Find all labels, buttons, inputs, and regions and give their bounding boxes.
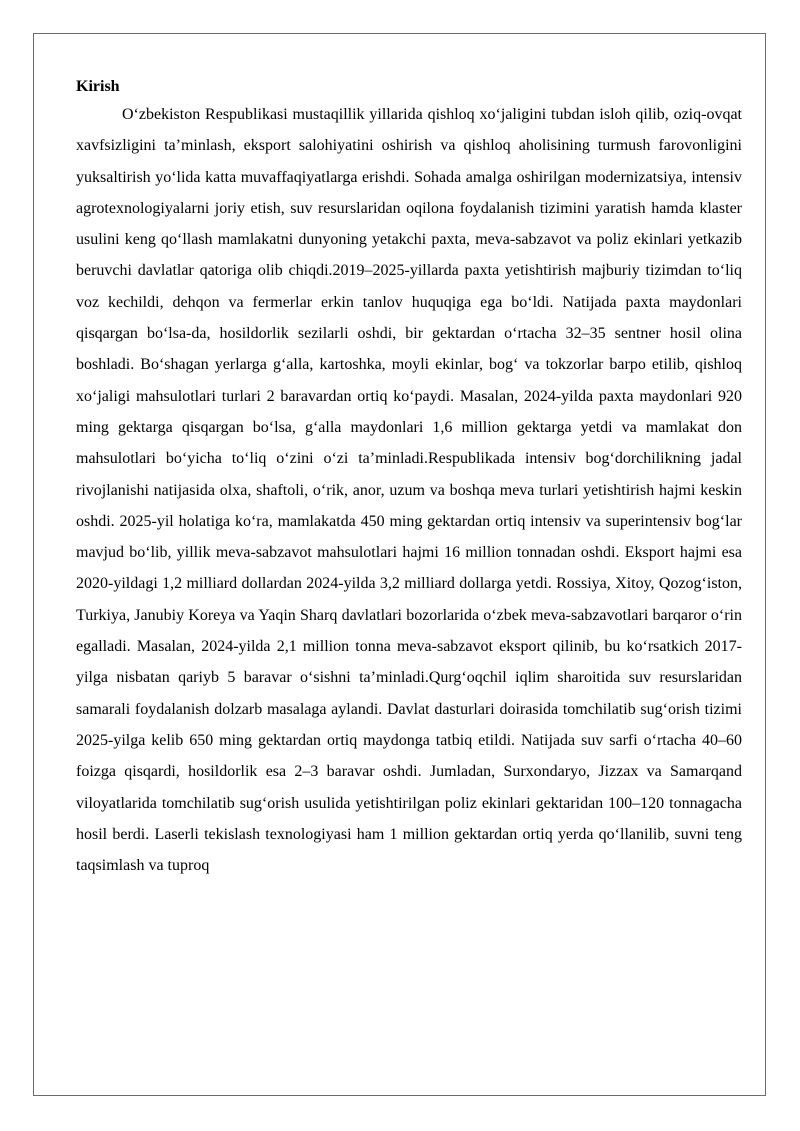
body-paragraph: O‘zbekiston Respublikasi mustaqillik yillarida qishloq xo‘jaligini tubdan isloh qilib, oziq-ovqat xavfsizligini ta’minlash, eksport salohiyatini oshirish va qishloq aholisining turmush farovonligini yuksaltirish yo‘lida katta muvaffaqiyatlarga erishdi. Sohada amalga oshirilgan modernizatsiya, intensiv agrotexnologiyalarni joriy etish, suv resurslaridan oqilona foydalanish tizimini yaratish hamda klaster usulini keng qo‘llash mamlakatni dunyoning yetakchi paxta, meva-sabzavot va poliz ekinlari yetkazib beruvchi davlatlar qatoriga olib chiqdi.2019–2025-yillarda paxta yetishtirish majburiy tizimdan to‘liq voz kechildi, dehqon va fermerlar erkin tanlov huquqiga ega bo‘ldi. Natijada paxta maydonlari qisqargan bo‘lsa-da, hosildorlik sezilarli oshdi, bir gektardan o‘rtacha 32–35 sentner hosil olina boshladi. Bo‘shagan yerlarga g‘alla, kartoshka, moyli ekinlar, bog‘ va tokzorlar barpo etilib, qishloq xo‘jaligi mahsulotlari turlari 2 baravardan ortiq ko‘paydi. Masalan, 2024-yilda paxta maydonlari 920 ming gektarga qisqargan bo‘lsa, g‘alla maydonlari 1,6 million gektarga yetdi va mamlakat don mahsulotlari bo‘yicha to‘liq o‘zini o‘zi ta’minladi.Respublikada intensiv bog‘dorchilikning jadal rivojlanishi natijasida olxa, shaftoli, o‘rik, anor, uzum va boshqa meva turlari yetishtirish hajmi keskin oshdi. 2025-yil holatiga ko‘ra, mamlakatda 450 ming gektardan ortiq intensiv va superintensiv bog‘lar mavjud bo‘lib, yillik meva-sabzavot mahsulotlari hajmi 16 million tonnadan oshdi. Eksport hajmi esa 2020-yildagi 1,2 milliard dollardan 2024-yilda 3,2 milliard dollarga yetdi. Rossiya, Xitoy, Qozog‘iston, Turkiya, Janubiy Koreya va Yaqin Sharq davlatlari bozorlarida o‘zbek meva-sabzavotlari barqaror o‘rin egalladi. Masalan, 2024-yilda 2,1 million tonna meva-sabzavot eksport qilinib, bu ko‘rsatkich 2017-yilga nisbatan qariyb 5 baravar o‘sishni ta’minladi.Qurg‘oqchil iqlim sharoitida suv resurslaridan samarali foydalanish dolzarb masalaga aylandi. Davlat dasturlari doirasida tomchilatib sug‘orish tizimi 2025-yilga kelib 650 ming gektardan ortiq maydonga tatbiq etildi. Natijada suv sarfi o‘rtacha 40–60 foizga qisqardi, hosildorlik esa 2–3 baravar oshdi. Jumladan, Surxondaryo, Jizzax va Samarqand viloyatlarida tomchilatib sug‘orish usulida yetishtirilgan poliz ekinlari gektaridan 100–120 tonnagacha hosil berdi. Laserli tekislash texnologiyasi ham 1 million gektardan ortiq yerda qo‘llanilib, suvni teng taqsimlash va tuproq: [76, 106, 742, 875]
section-heading: Kirish: [76, 78, 120, 95]
document-body: [76, 75, 742, 881]
